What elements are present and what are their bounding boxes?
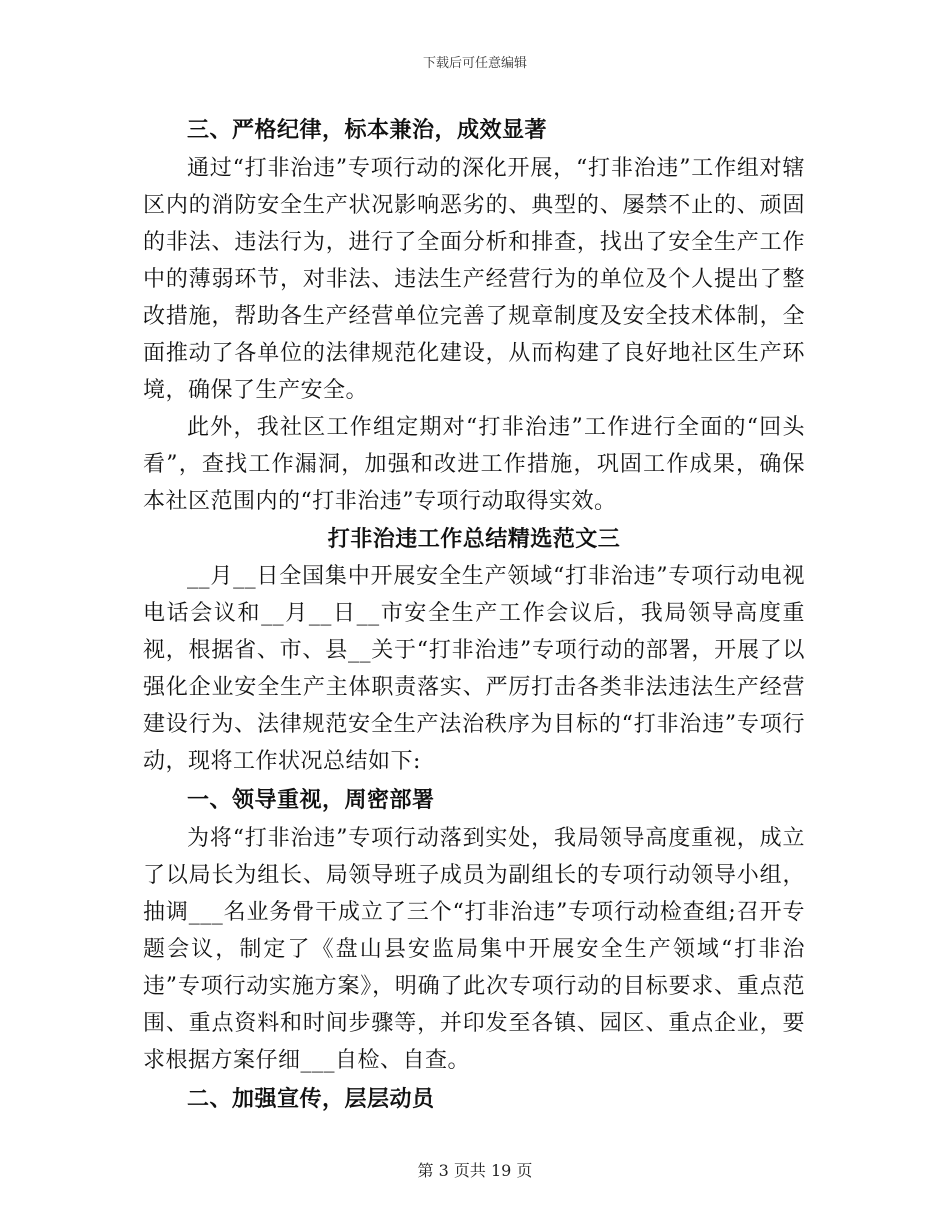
section2-heading: 二、加强宣传，层层动员 bbox=[187, 1086, 435, 1112]
page-number: 第 3 页共 19 页 bbox=[417, 1161, 533, 1180]
section3-paragraph-1: 通过“打非治违”专项行动的深化开展，“打非治违”工作组对辖区内的消防安全生产状况影响恶劣的、典型的、屡禁不止的、顽固的非法、违法行为，进行了全面分析和排查，找出了安全生产工作中的薄弱环节，对非法、违法生产经营行为的单位及个人提出了整改措施，帮助各生产经营单位完善了规章制度及安全技术体制，全面推动了各单位的法律规范化建设，从而构建了良好地社区生产环境，确保了生产安全。 bbox=[143, 156, 805, 403]
page-header-note: 下载后可任意编辑 bbox=[422, 56, 527, 71]
article-intro: __月__日全国集中开展安全生产领域“打非治违”专项行动电视电话会议和__月__日__市安全生产工作会议后，我局领导高度重视，根据省、市、县__关于“打非治违”专项行动的部署，开展了以强化企业安全生产主体职责落实、严厉打击各类非法违法生产经营建设行为、法律规范安全生产法治秩序为目标的“打非治违”专项行动，现将工作状况总结如下: bbox=[143, 564, 805, 774]
section1-heading: 一、领导重视，周密部署 bbox=[187, 787, 435, 813]
section3-paragraph-2: 此外，我社区工作组定期对“打非治违”工作进行全面的“回头看”，查找工作漏洞，加强和改进工作措施，巩固工作成果，确保本社区范围内的“打非治违”专项行动取得实效。 bbox=[143, 415, 805, 514]
document-body bbox=[143, 110, 805, 1119]
section3-heading: 三、严格纪律，标本兼治，成效显著 bbox=[187, 117, 548, 143]
section1-paragraph-1: 为将“打非治违”专项行动落到实处，我局领导高度重视，成立了以局长为组长、局领导班子成员为副组长的专项行动领导小组，抽调___名业务骨干成立了三个“打非治违”专项行动检查组;召开专题会议，制定了《盘山县安监局集中开展安全生产领域“打非治违”专项行动实施方案》，明确了此次专项行动的目标要求、重点范围、重点资料和时间步骤等，并印发至各镇、园区、重点企业，要求根据方案仔细___自检、自查。 bbox=[143, 826, 805, 1073]
article-title: 打非治违工作总结精选范文三 bbox=[327, 526, 621, 552]
